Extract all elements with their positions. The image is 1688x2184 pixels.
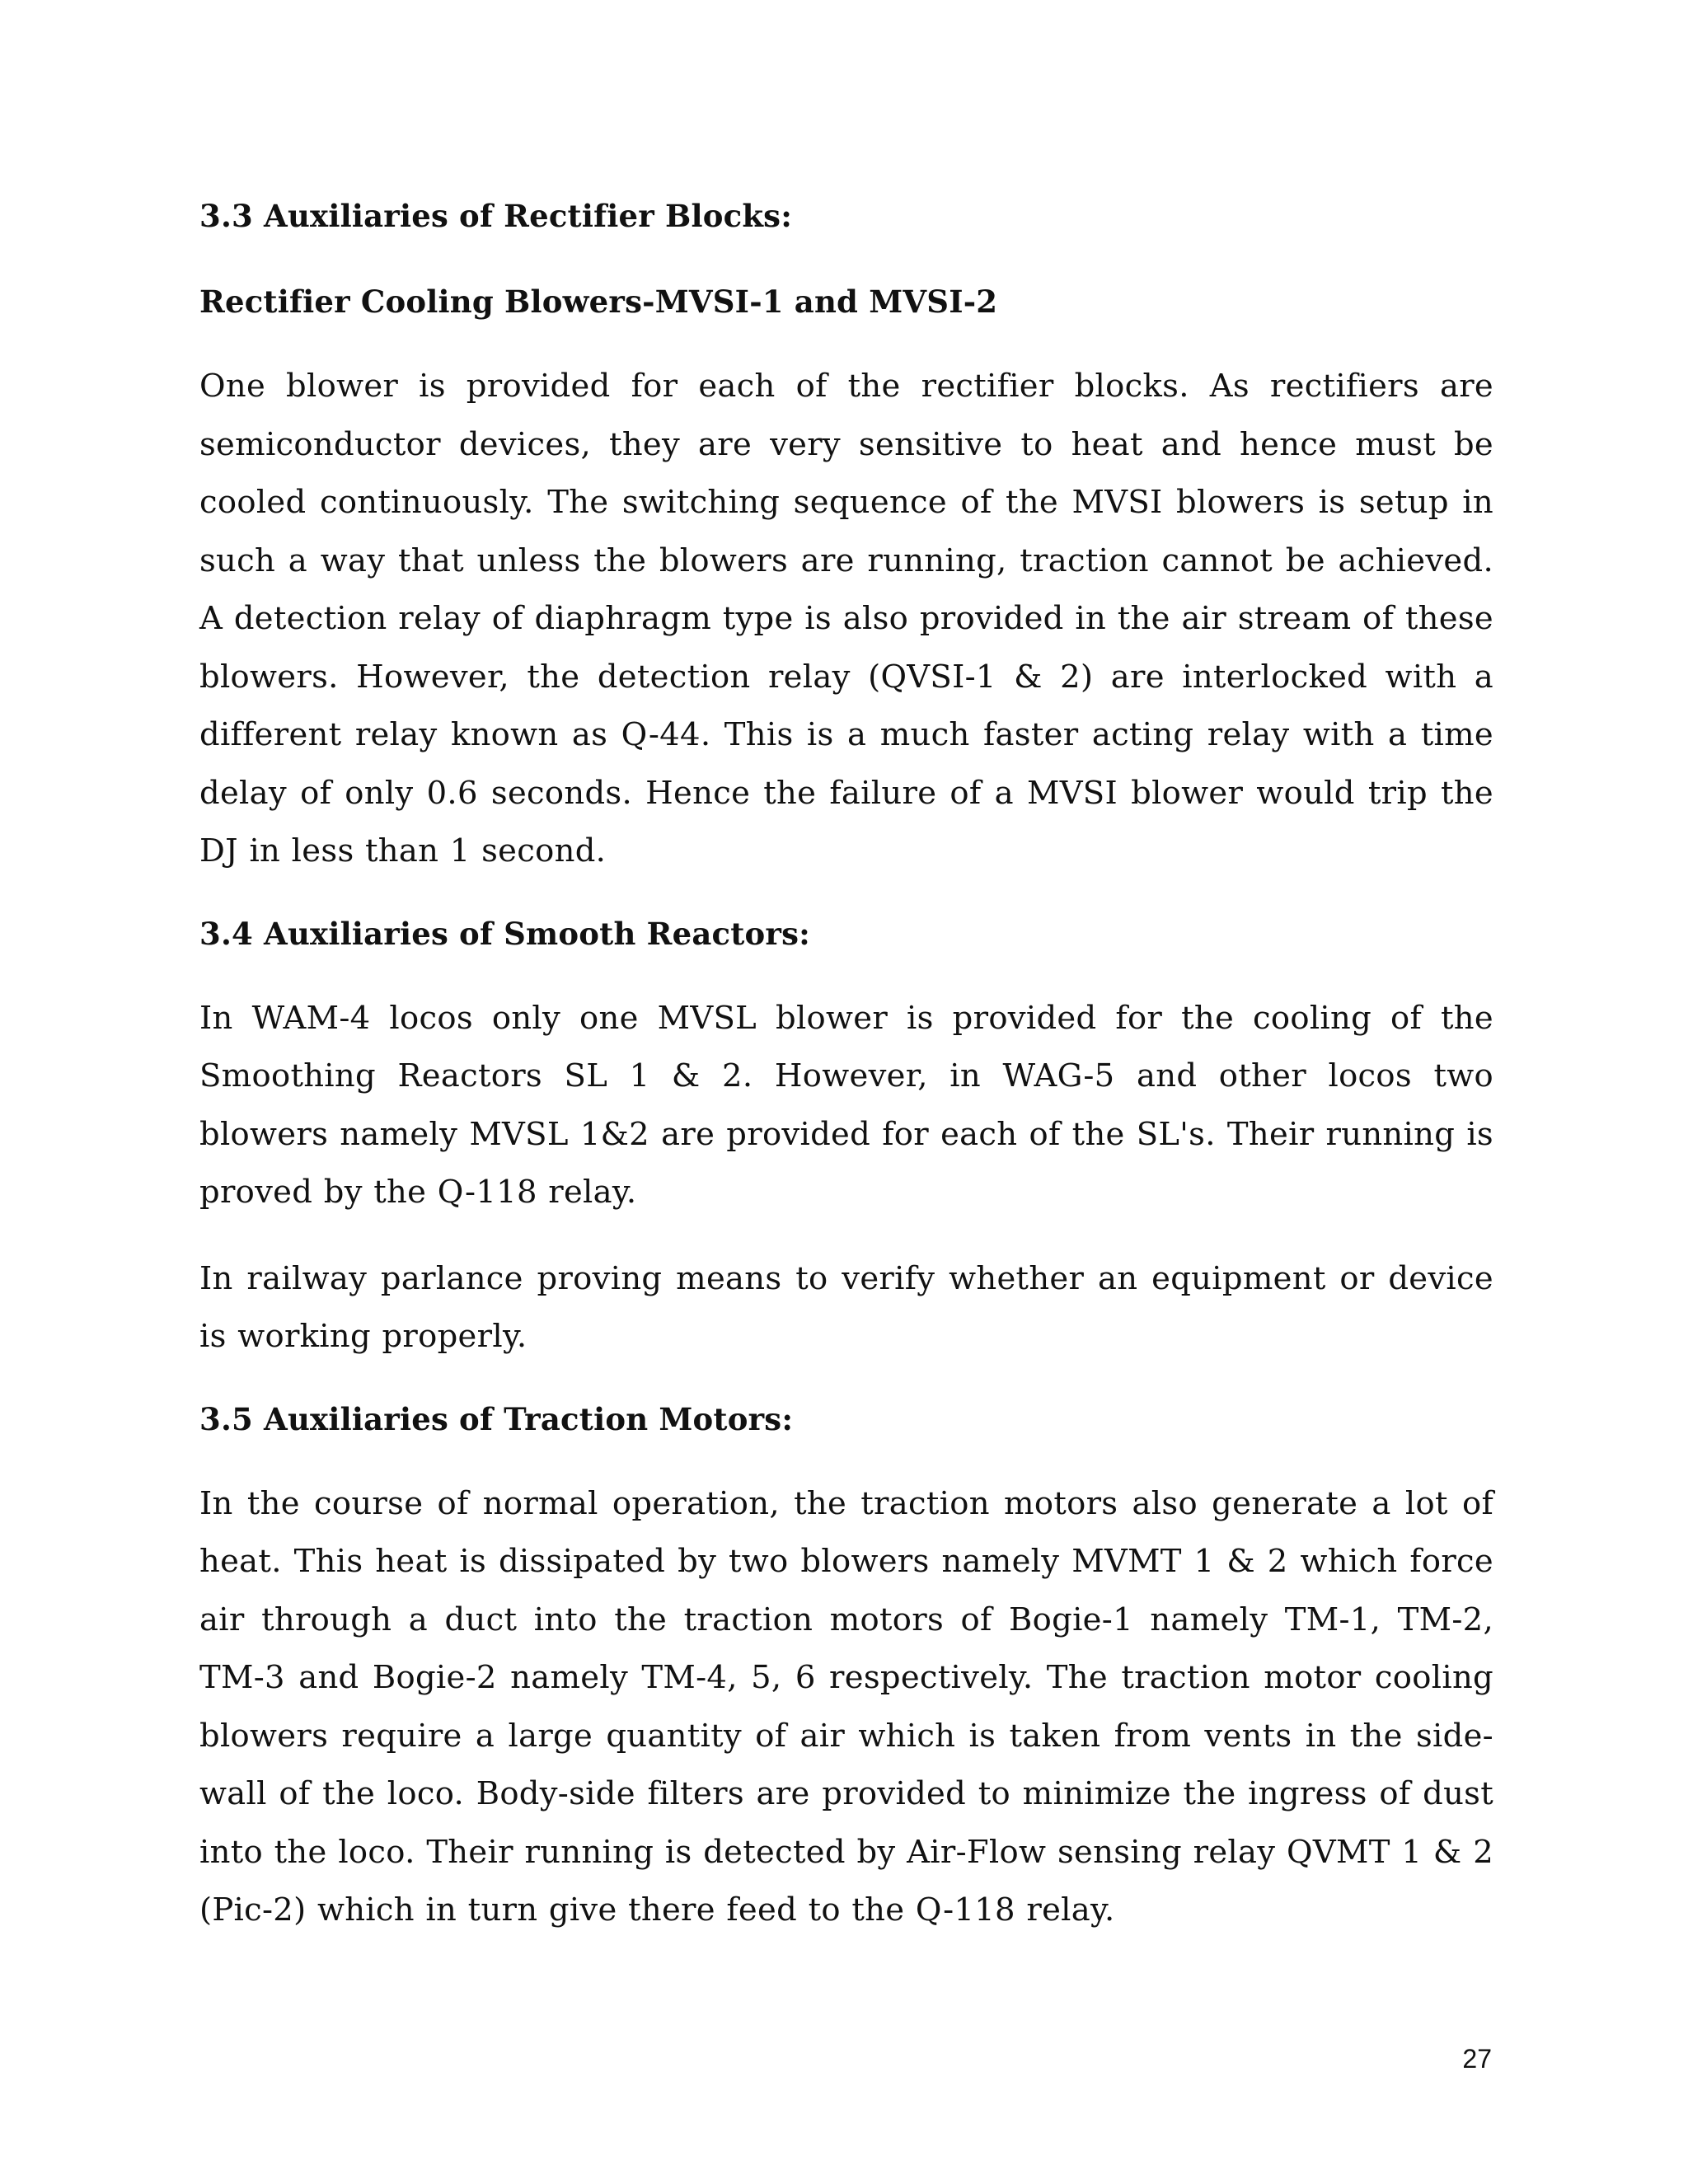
page-number: 27 <box>1462 2044 1492 2074</box>
section-heading-3-5: 3.5 Auxiliaries of Traction Motors: <box>199 1400 794 1437</box>
paragraph-traction-motors: In the course of normal operation, the traction motors also generate a lot of heat. This heat is dissipated by two blowers namely MVMT 1 & 2 which force air through a duct into the traction motors of Bogie-1 namely TM-1, TM-2, TM-3 and Bogie-2 namely TM-4, 5, 6 respectively. The traction motor cooling blowers require a large quantity of air which is taken from vents in the side-wall of the loco. Body-side filters are provided to minimize the ingress of dust into the loco. Their running is detected by Air-Flow sensing relay QVMT 1 & 2 (Pic-2) which in turn give there feed to the Q-118 relay. <box>199 1484 1493 1929</box>
subheading-rectifier-cooling-blowers: Rectifier Cooling Blowers-MVSI-1 and MVSI-2 <box>199 284 998 320</box>
section-heading-3-4: 3.4 Auxiliaries of Smooth Reactors: <box>199 915 810 952</box>
paragraph-proving-definition: In railway parlance proving means to verify whether an equipment or device is working properly. <box>199 1259 1493 1355</box>
document-page <box>199 191 1493 1968</box>
paragraph-smooth-reactors: In WAM-4 locos only one MVSL blower is provided for the cooling of the Smoothing Reactors SL 1 & 2. However, in WAG-5 and other locos two blowers namely MVSL 1&2 are provided for each of the SL's. Their running is proved by the Q-118 relay. <box>199 999 1493 1211</box>
section-heading-3-3: 3.3 Auxiliaries of Rectifier Blocks: <box>199 198 793 234</box>
paragraph-rectifier-blowers: One blower is provided for each of the rectifier blocks. As rectifiers are semiconductor devices, they are very sensitive to heat and hence must be cooled continuously. The switching sequence of the MVSI blowers is setup in such a way that unless the blowers are running, traction cannot be achieved. A detection relay of diaphragm type is also provided in the air stream of these blowers. However, the detection relay (QVSI-1 & 2) are interlocked with a different relay known as Q-44. This is a much faster acting relay with a time delay of only 0.6 seconds. Hence the failure of a MVSI blower would trip the DJ in less than 1 second. <box>199 368 1493 869</box>
